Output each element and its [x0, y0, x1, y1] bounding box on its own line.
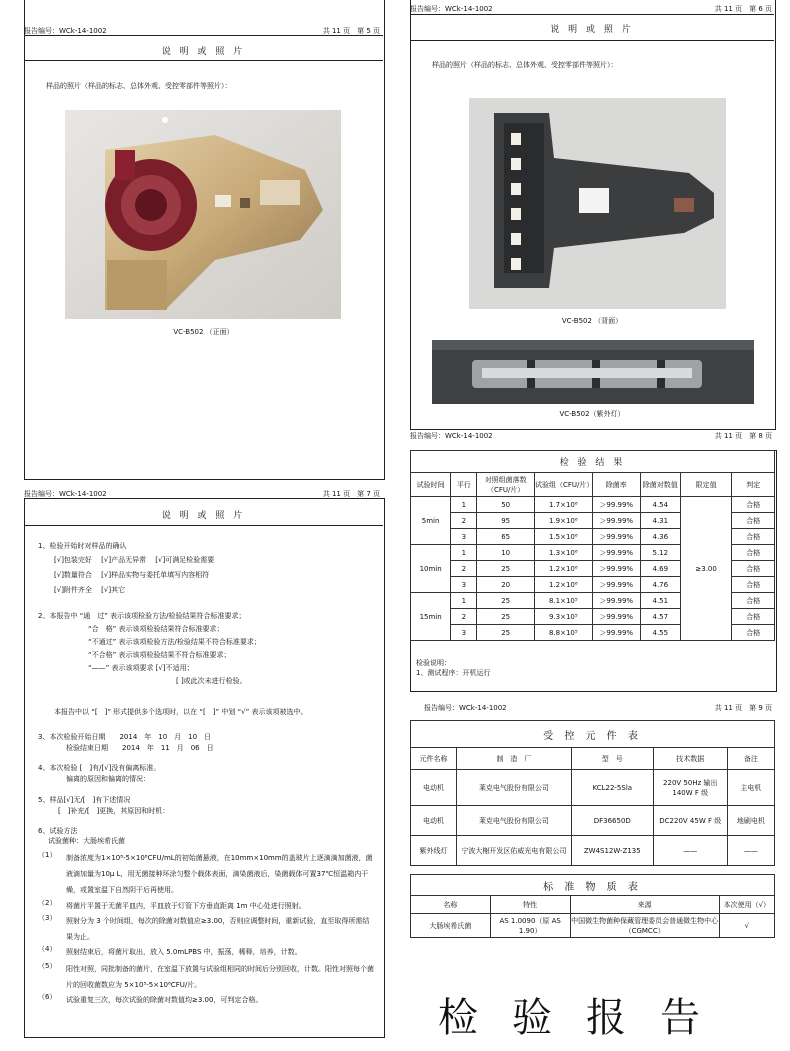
page-5-title: 说 明 或 照 片 — [161, 47, 246, 57]
component-row — [411, 836, 775, 866]
results-verdict-cell: 合格 — [732, 497, 775, 513]
results-verdict-cell: 合格 — [732, 577, 775, 593]
results-cell: 2 — [451, 561, 477, 577]
component-table-wrap — [410, 720, 775, 866]
component-cell: 电动机 — [411, 806, 457, 836]
standard-cell: 中国微生物菌种保藏管理委员会普通微生物中心（CGMCC） — [570, 914, 719, 938]
results-cell: 65 — [477, 529, 535, 545]
results-cell: 3 — [451, 529, 477, 545]
page-5-intro: 样品的照片（样品的标志、总体外观、受控零部件等照片）： — [46, 82, 232, 90]
method-1-num: （1） — [38, 851, 57, 859]
results-time-cell: 5min — [411, 497, 451, 545]
results-row — [411, 497, 775, 513]
results-cell: 1.7×10⁶ — [534, 497, 592, 513]
results-verdict-cell: 合格 — [732, 561, 775, 577]
results-cell: 4.51 — [640, 593, 680, 609]
component-cell: —— — [727, 836, 774, 866]
total-pages: 共 11 页 — [322, 27, 351, 35]
results-cell: ＞99.99% — [592, 545, 640, 561]
standard-col-header: 名称 — [411, 896, 491, 914]
results-cell: 2 — [451, 513, 477, 529]
page-number: 第 9 页 — [749, 704, 772, 712]
method-5-num: （5） — [38, 962, 57, 970]
results-cell: 1.5×10⁶ — [534, 529, 592, 545]
component-cell: 紫外线灯 — [411, 836, 457, 866]
report-big-title: 检验报告 — [438, 995, 734, 1041]
standard-col-header: 来源 — [570, 896, 719, 914]
back-photo-caption: VC-B502 （背面） — [561, 317, 623, 325]
results-cell: 4.55 — [640, 625, 680, 641]
method-1: 制备浓度为1×10⁸-5×10⁸CFU/mL的初始菌悬液，在10mm×10mm的盖玻片上逐滴滴加菌液，菌液滴加量为10μ L，用无菌接种环涂匀整个载体表面，滴染菌液后，染菌载体可置37℃恒温箱内干燥，或置室温下自然阴干后再使用。 — [66, 854, 373, 894]
results-verdict-cell: 合格 — [732, 625, 775, 641]
results-col-header: 除菌率 — [592, 473, 640, 497]
standard-material-table — [410, 874, 775, 938]
s2-a: “合 格” 表示该项检验结果符合标准要求； — [88, 625, 224, 633]
s4: 3、本次检验开始日期 2014 年 10 月 10 日 — [38, 733, 212, 741]
results-cell: 8.1×10⁵ — [534, 593, 592, 609]
results-col-header: 平行 — [451, 473, 477, 497]
s5: 4、本次检验 [ ]有/[√]没有偏离标准。 — [38, 764, 161, 772]
method-5: 阳性对照，同批制备的菌片，在室温下放置与试验组相同的时间后分别回收，计数。阳性对照每个菌片的回收菌数应为 5×10⁵-5×10⁶CFU/片。 — [66, 965, 374, 989]
component-cell: 莱克电气股份有限公司 — [457, 770, 572, 806]
results-col-header: 限定值 — [680, 473, 732, 497]
page-number: 第 5 页 — [357, 27, 380, 35]
results-time-cell: 10min — [411, 545, 451, 593]
results-cell: ＞99.99% — [592, 529, 640, 545]
results-verdict-cell: 合格 — [732, 609, 775, 625]
method-3-num: （3） — [38, 914, 57, 922]
s3: 本报告中以 “[ ]” 形式提供多个选项时，以在 “[ ]” 中划 “√” 表示该项被选中。 — [54, 708, 308, 716]
standard-table-wrap — [410, 874, 775, 938]
component-row — [411, 806, 775, 836]
results-cell: ＞99.99% — [592, 609, 640, 625]
component-table-title: 受 控 元 件 表 — [411, 721, 775, 748]
s2-b: “不通过” 表示该项检验方法/检验结果不符合标准要求； — [88, 638, 261, 646]
s1-a: [√]包装完好 [√]产品无异常 [√]可满足检验需要 — [54, 556, 215, 564]
s6: 5、样品[√]无/[ ]有下述情况 — [38, 796, 131, 804]
total-pages: 共 11 页 — [714, 5, 743, 13]
uv-lamp-photo — [432, 340, 754, 404]
results-cell: 25 — [477, 625, 535, 641]
page-number: 第 6 页 — [749, 5, 772, 13]
method-4-num: （4） — [38, 945, 57, 953]
method-2: 将菌片平置于无菌平皿内，平皿放于灯管下方垂直距离 1m 中心处进行照射。 — [66, 902, 306, 910]
component-cell: —— — [653, 836, 727, 866]
results-col-header: 试验时间 — [411, 473, 451, 497]
page-7-title: 说 明 或 照 片 — [161, 511, 246, 521]
report-number: 报告编号：WCk-14-1002 — [410, 5, 493, 13]
s7: 6、试验方法 — [38, 827, 78, 835]
component-col-header: 技术数据 — [653, 748, 727, 770]
s1: 1、检验开始时对样品的确认 — [38, 542, 127, 550]
component-col-header: 型 号 — [571, 748, 653, 770]
results-cell: 3 — [451, 577, 477, 593]
method-6-num: （6） — [38, 993, 57, 1001]
s2-e: [ ]或此次未进行检验。 — [176, 677, 247, 685]
s2: 2、本报告中 “通 过” 表示该项检验方法/检验结果符合标准要求； — [38, 612, 246, 620]
method-6: 试验重复三次，每次试验的除菌对数值均≥3.00，可判定合格。 — [66, 996, 263, 1004]
report-number: 报告编号：WCk-14-1002 — [24, 490, 107, 498]
component-cell: 220V 50Hz 输出 140W F 级 — [653, 770, 727, 806]
results-limit-cell: ≥3.00 — [680, 497, 732, 641]
results-cell: 8.8×10⁵ — [534, 625, 592, 641]
results-cell: 1.3×10⁶ — [534, 545, 592, 561]
s2-c: “不合格” 表示该项检验结果不符合标准要求； — [88, 651, 231, 659]
method-4: 照射结束后，将菌片取出，放入 5.0mLPBS 中，振荡，稀释，培养，计数。 — [66, 948, 302, 956]
results-cell: 95 — [477, 513, 535, 529]
component-cell: 地刷电机 — [727, 806, 774, 836]
component-cell: DC220V 45W F 级 — [653, 806, 727, 836]
standard-col-header: 本次使用（√） — [719, 896, 774, 914]
results-cell: 4.36 — [640, 529, 680, 545]
report-number: 报告编号：WCk-14-1002 — [424, 704, 507, 712]
standard-cell: √ — [719, 914, 774, 938]
report-number: 报告编号：WCk-14-1002 — [410, 432, 493, 440]
results-verdict-cell: 合格 — [732, 529, 775, 545]
standard-cell: AS 1.0090（原 AS 1.90） — [490, 914, 570, 938]
total-pages: 共 11 页 — [714, 432, 743, 440]
page-6-title: 说 明 或 照 片 — [550, 25, 634, 35]
results-table — [410, 450, 775, 641]
component-cell: 宁波大榭开发区佑威光电有限公司 — [457, 836, 572, 866]
front-photo-caption: VC-B502 （正面） — [173, 328, 234, 336]
results-cell: 9.3×10⁵ — [534, 609, 592, 625]
component-cell: DF36650D — [571, 806, 653, 836]
method-3: 照射分为 3 个时间组，每次的除菌对数值应≥3.00，否则应调整时间，重新试验，直至取得所需结果为止。 — [66, 917, 370, 941]
results-cell: 2 — [451, 609, 477, 625]
results-verdict-cell: 合格 — [732, 593, 775, 609]
results-cell: 5.12 — [640, 545, 680, 561]
results-cell: ＞99.99% — [592, 497, 640, 513]
vacuum-back-photo — [469, 98, 726, 309]
results-table-wrap — [410, 450, 775, 641]
results-cell: 4.76 — [640, 577, 680, 593]
results-cell: ＞99.99% — [592, 561, 640, 577]
results-verdict-cell: 合格 — [732, 513, 775, 529]
component-cell: 主电机 — [727, 770, 774, 806]
results-col-header: 对照组菌落数（CFU/片） — [477, 473, 535, 497]
results-cell: 4.57 — [640, 609, 680, 625]
results-cell: 3 — [451, 625, 477, 641]
standard-table-title: 标 准 物 质 表 — [411, 875, 775, 896]
component-col-header: 制 造 厂 — [457, 748, 572, 770]
report-number: 报告编号：WCk-14-1002 — [24, 27, 107, 35]
standard-cell: 大肠埃希氏菌 — [411, 914, 491, 938]
component-table — [410, 720, 775, 866]
uv-photo-caption: VC-B502（紫外灯） — [559, 410, 625, 418]
s7-b: 试验菌种：大肠埃希氏菌 — [48, 837, 125, 845]
method-2-num: （2） — [38, 899, 57, 907]
component-col-header: 元件名称 — [411, 748, 457, 770]
results-cell: 20 — [477, 577, 535, 593]
results-cell: ＞99.99% — [592, 593, 640, 609]
results-cell: 25 — [477, 593, 535, 609]
results-cell: ＞99.99% — [592, 625, 640, 641]
page-number: 第 8 页 — [749, 432, 772, 440]
results-cell: 4.54 — [640, 497, 680, 513]
s1-b: [√]数量符合 [√]样品实物与委托单填写内容相符 — [54, 571, 210, 579]
component-col-header: 备注 — [727, 748, 774, 770]
component-cell: 电动机 — [411, 770, 457, 806]
results-time-cell: 15min — [411, 593, 451, 641]
results-cell: 10 — [477, 545, 535, 561]
results-cell: ＞99.99% — [592, 513, 640, 529]
s2-d: “——” 表示该项要求 [√]不适用； — [88, 664, 194, 672]
results-verdict-cell: 合格 — [732, 545, 775, 561]
results-note-1: 1、测试程序：开机运行 — [416, 669, 491, 677]
component-cell: ZW4S12W-Z135 — [571, 836, 653, 866]
vacuum-front-photo — [65, 110, 341, 319]
results-cell: ＞99.99% — [592, 577, 640, 593]
results-cell: 1 — [451, 545, 477, 561]
results-title: 检 验 结 果 — [411, 451, 775, 473]
results-cell: 1 — [451, 497, 477, 513]
component-cell: KCL22-5Sla — [571, 770, 653, 806]
results-cell: 25 — [477, 609, 535, 625]
results-cell: 1.2×10⁶ — [534, 577, 592, 593]
component-cell: 莱克电气股份有限公司 — [457, 806, 572, 836]
component-row — [411, 770, 775, 806]
results-col-header: 判定 — [732, 473, 775, 497]
results-note-title: 检验说明： — [416, 659, 451, 667]
s5-b: 偏离的原因和偏离的情况： — [66, 775, 150, 783]
results-cell: 1.2×10⁶ — [534, 561, 592, 577]
total-pages: 共 11 页 — [714, 704, 743, 712]
total-pages: 共 11 页 — [322, 490, 351, 498]
results-cell: 1 — [451, 593, 477, 609]
page-6-intro: 样品的照片（样品的标志、总体外观、受控零部件等照片）： — [432, 61, 618, 69]
standard-col-header: 特性 — [490, 896, 570, 914]
results-cell: 1.9×10⁶ — [534, 513, 592, 529]
page-number: 第 7 页 — [357, 490, 380, 498]
results-col-header: 除菌对数值 — [640, 473, 680, 497]
s1-c: [√]附件齐全 [√]其它 — [54, 586, 126, 594]
results-cell: 50 — [477, 497, 535, 513]
s6-b: [ ]补充/[ ]更换，其原因和时机： — [58, 807, 170, 815]
s4-b: 检验结束日期 2014 年 11 月 06 日 — [66, 744, 214, 752]
results-cell: 4.31 — [640, 513, 680, 529]
results-col-header: 试验组（CFU/片） — [534, 473, 592, 497]
results-cell: 25 — [477, 561, 535, 577]
results-cell: 4.69 — [640, 561, 680, 577]
